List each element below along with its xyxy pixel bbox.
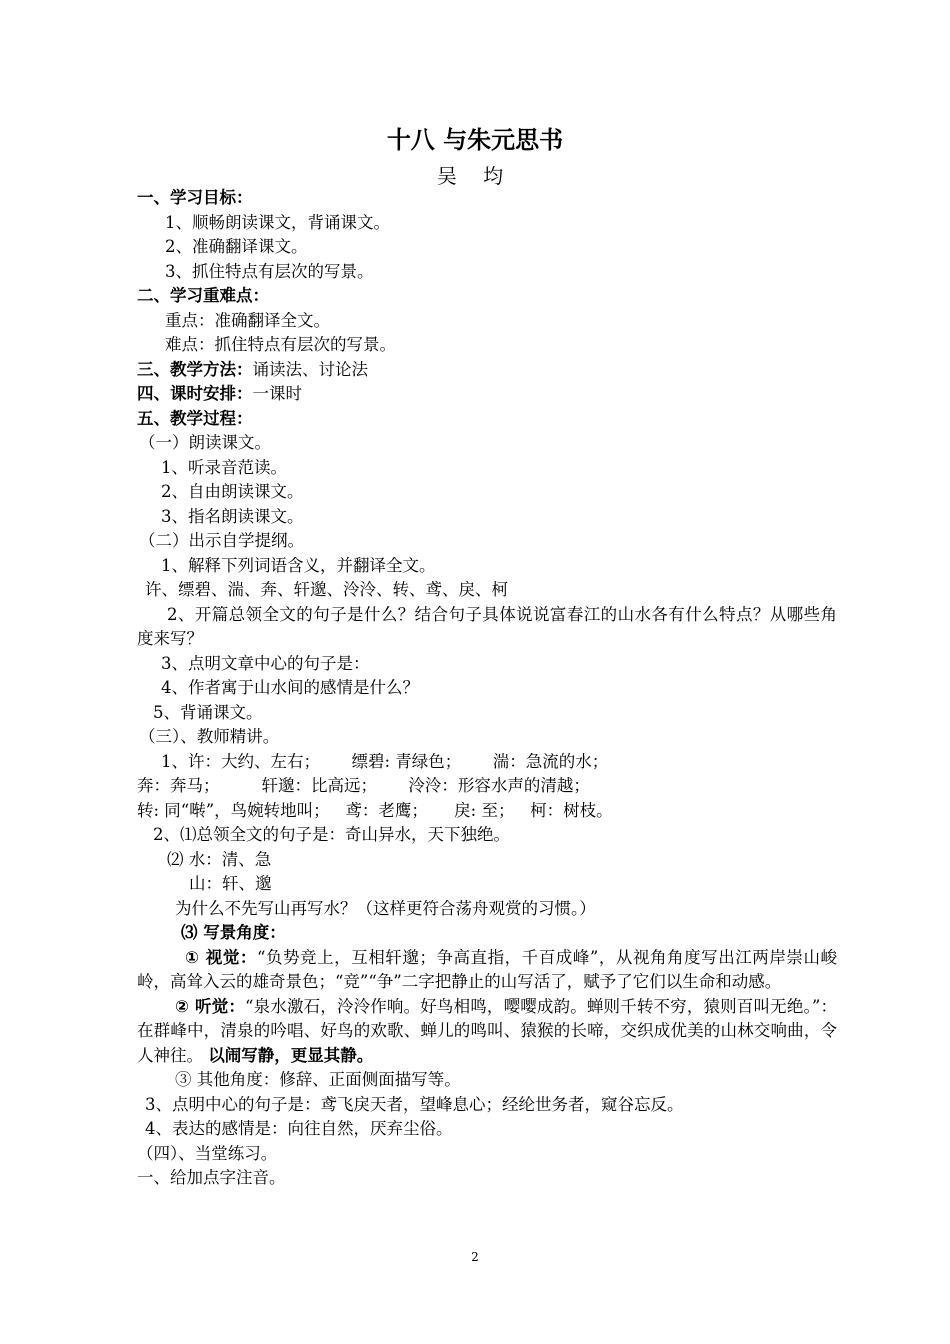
author: 吴 均 — [436, 164, 514, 188]
explanation-line: 2、⑴总领全文的句子是：奇山异水，天下独绝。 — [153, 825, 510, 844]
schedule-value: 一课时 — [252, 384, 302, 403]
list-item: 2、自由朗读课文。 — [161, 482, 304, 501]
list-item: 3、指名朗读课文。 — [161, 506, 304, 526]
visual-paragraph — [137, 946, 837, 995]
definition-line: 奔：奔马； 轩邈：比高远； 泠泠：形容水声的清越； — [137, 776, 590, 795]
explanation-line: 4、表达的感情是：向往自然，厌弃尘俗。 — [145, 1119, 453, 1138]
section-heading-process: 五、教学过程： — [137, 408, 253, 428]
list-item: 2、开篇总领全文的句子是什么？结合句子具体说说富春江的山水各有什么特点？从哪些角度来写？ — [137, 604, 837, 648]
definition-line: 转: 同“啭”，鸟婉转地叫； 鸢：老鹰； 戾: 至； 柯：树枝。 — [137, 800, 613, 820]
audio-paragraph — [137, 995, 837, 1069]
visual-text: “负势竞上，互相轩邈；争高直指，千百成峰”，从视角角度写出江两岸崇山峻岭，高耸入云的雄奇景色；“竞”“争”二字把静止的山写活了，赋予了它们以生命和动感。 — [137, 947, 838, 991]
page-title: 十八 与朱元思书 — [386, 126, 564, 154]
explanation-line: 3、点明中心的句子是：鸢飞戾天者，望峰息心；经纶世务者，窥谷忘反。 — [145, 1094, 684, 1114]
document-body — [137, 186, 837, 1191]
subheading-angles: ⑶ 写景角度： — [181, 923, 286, 942]
section-heading-method: 三、教学方法： — [137, 359, 253, 379]
part-heading: （一）朗读课文。 — [139, 433, 271, 452]
part-heading: （二）出示自学提纲。 — [139, 531, 304, 550]
goal-item: 1、顺畅朗读课文，背诵课文。 — [165, 212, 390, 232]
part-heading: （三）、教师精讲。 — [139, 727, 280, 746]
list-item: 5、背诵课文。 — [153, 702, 263, 722]
section-schedule — [137, 382, 837, 407]
section-heading-key-points: 二、学习重难点： — [137, 286, 269, 305]
explanation-line: ⑵ 水：清、急 — [167, 849, 272, 869]
list-item: 1、解释下列词语含义，并翻译全文。 — [161, 555, 436, 575]
list-item: 3、点明文章中心的句子是： — [161, 653, 370, 673]
explanation-line: 山：轩、邈 — [189, 874, 272, 893]
method-value: 诵读法、讨论法 — [252, 359, 368, 379]
exercise-item: 一、给加点字注音。 — [137, 1168, 286, 1187]
audio-text: “泉水激石，泠泠作响。好鸟相鸣，嘤嘤成韵。蝉则千转不穷，猿则百叫无绝。”：在群峰中，清泉的吟唱、好鸟的欢歌、蝉儿的鸣叫、猿猴的长啼，交织成优美的山林交响曲，令人神往。 — [137, 996, 837, 1065]
section-heading-schedule: 四、课时安排： — [137, 384, 253, 403]
goal-item: 3、抓住特点有层次的写景。 — [165, 261, 374, 281]
goal-item: 2、准确翻译课文。 — [165, 237, 308, 256]
list-item: 1、听录音范读。 — [161, 457, 287, 477]
explanation-line: ③ 其他角度：修辞、正面侧面描写等。 — [175, 1070, 461, 1089]
page-number: 2 — [471, 1250, 479, 1264]
list-item: 4、作者寓于山水间的感情是什么？ — [161, 678, 419, 697]
key-point-item: 重点：准确翻译全文。 — [165, 310, 330, 330]
visual-label: ① 视觉： — [185, 947, 257, 967]
audio-emphasis: 以闹写静，更显其静。 — [208, 1045, 374, 1065]
section-heading-goals: 一、学习目标： — [137, 188, 253, 207]
word-list: 许、缥碧、湍、奔、轩邈、泠泠、转、鸢、戾、柯 — [145, 580, 508, 599]
key-point-item: 难点：抓住特点有层次的写景。 — [165, 335, 396, 354]
section-teaching-method — [137, 358, 837, 383]
part-heading: （四）、当堂练习。 — [137, 1143, 278, 1163]
audio-label: ② 听觉： — [175, 996, 246, 1016]
explanation-line: 为什么不先写山再写水？（这样更符合荡舟观赏的习惯。） — [175, 898, 596, 918]
definition-line: 1、许：大约、左右； 缥碧: 青绿色； 湍：急流的水； — [161, 751, 609, 771]
